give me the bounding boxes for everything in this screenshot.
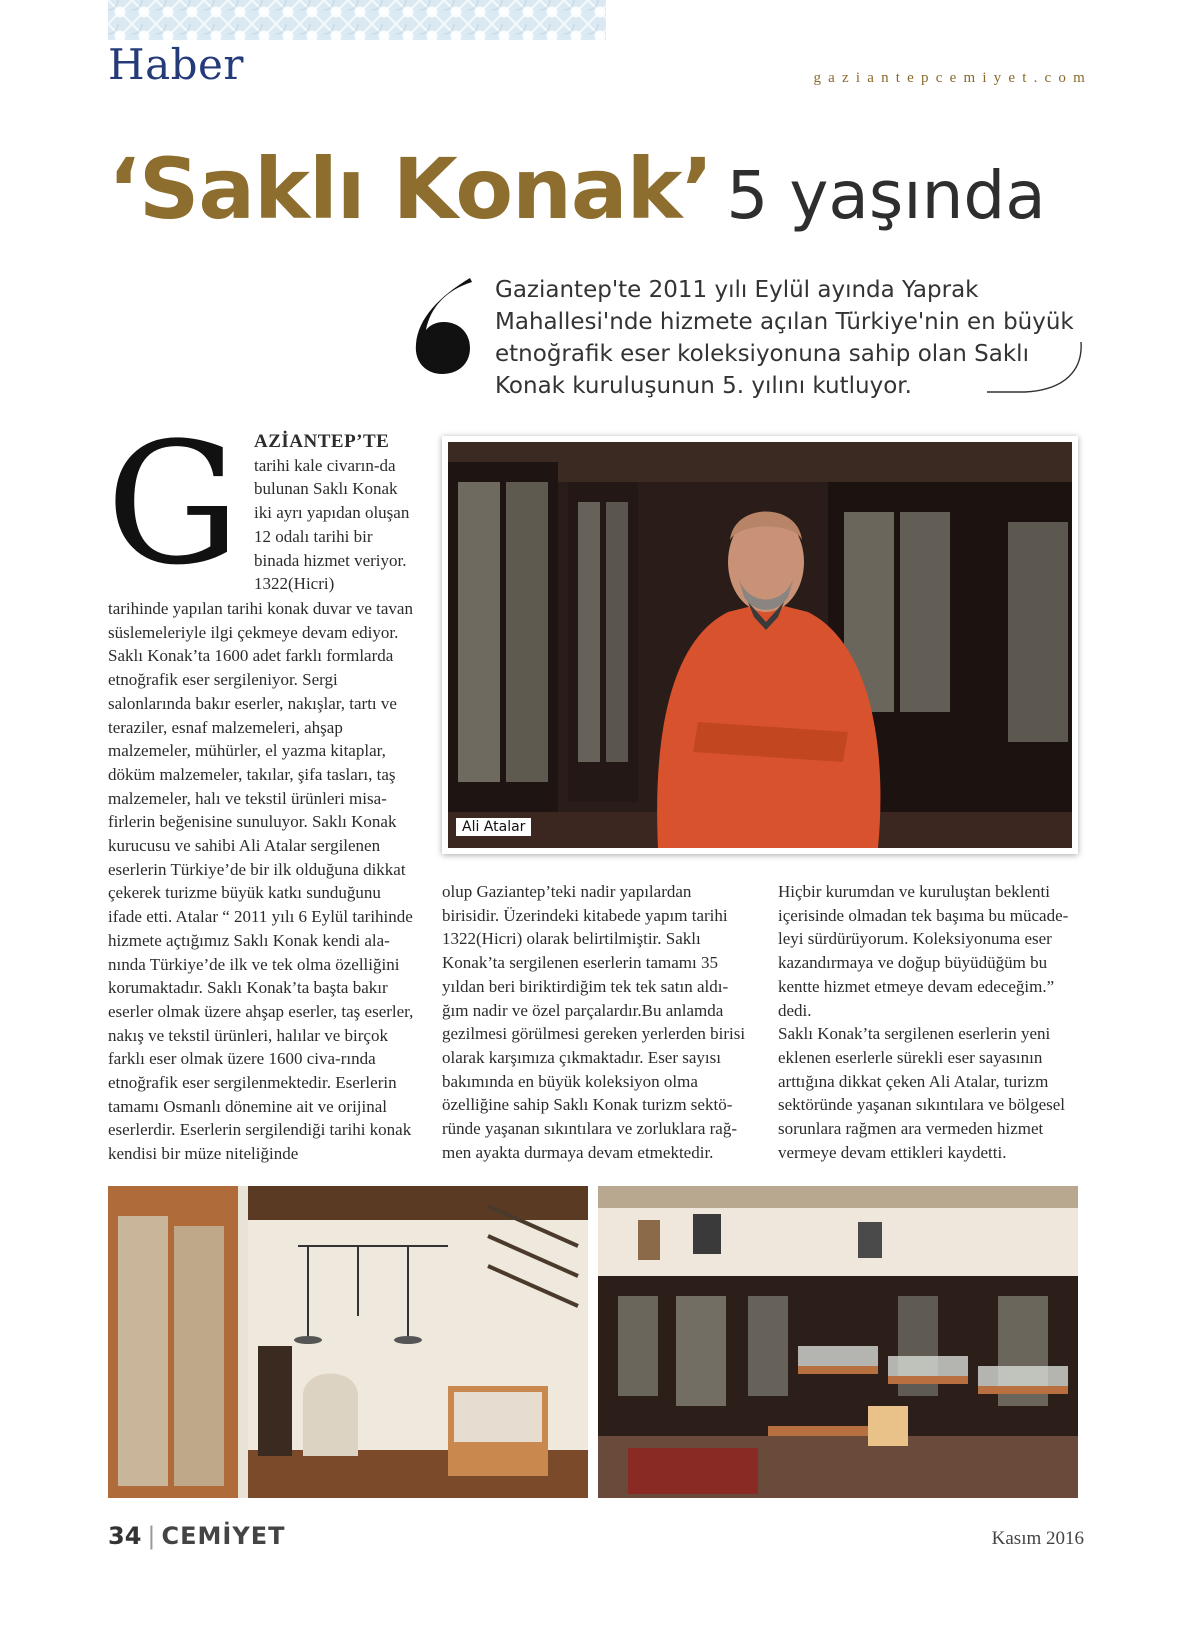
paragraph: tarihinde yapılan tarihi konak duvar ve tavan süslemeleriyle ilgi çekmeye devam ediyor. Saklı Konak’ta 1600 adet farklı formlarda etnoğrafik eser sergileniyor. Sergi salonlarında bakır eserler, nakışlar, tartı ve teraziler, esnaf malzemeleri, ahşap malzemeler, mühürler, el yazma kitaplar, döküm malzemeler, takılar, şifa tasları, taş malzemeler, halı ve tekstil ürünleri misa-firlerin beğenisine sunuluyor. Saklı Konak kurucusu ve sahibi Ali Atalar sergilenen eserlerin Türkiye’de bir ilk olduğuna dikkat çekerek turizme büyük katkı sunduğunu ifade etti. Atalar “ 2011 yılı 6 Eylül tarihinde hizmete açtığımız Saklı Konak kendi ala-nında Türkiye’de ilk ve tek olma özelliğini korumaktadır. Saklı Konak’ta başta bakır eserler olmak üzere ahşap eserler, taş eserler, nakış ve tekstil ürünleri, halılar ve birçok farklı eser olmak üzere 1600 civa-rında etnoğrafik eser sergilenmektedir. Eserlerin tamamı Osmanlı dönemine ait ve orijinal eserlerdir. Eserlerin sergilendiği tarihi konak kendisi bir müze niteliğinde — [108, 599, 414, 1164]
paragraph: tarihi kale civarın-da bulunan Saklı Konak iki ayrı yapıdan oluşan 12 odalı tarihi bir binada hizmet veriyor. 1322(Hicri) — [254, 455, 410, 594]
museum-room-photo-1 — [108, 1186, 588, 1498]
main-photo — [448, 442, 1072, 848]
quote-swash-icon — [985, 340, 1085, 396]
museum-scales-room-image — [108, 1186, 588, 1498]
page-number: 34 — [108, 1522, 142, 1550]
title-main: ‘Saklı Konak’ — [108, 140, 713, 238]
paragraph: olup Gaziantep’teki nadir yapılardan birisidir. Üzerindeki kitabede yapım tarihi 1322(Hicri) olarak belirtilmiştir. Saklı Konak’ta sergilenen eserlerin tamamı 35 yıldan beri biriktirdiğim tek tek satın aldı-ğım nadir ve özel parçalardır.Bu anlamda gezilmesi görülmesi gereken yerlerden birisi olarak karşımıza çıkmaktadır. Eser sayısı bakımında en büyük koleksiyon olma özelliğine sahip Saklı Konak turizm sektö-ründe yaşanan sıkıntılara ve zorluklara rağ-men ayakta durmaya devam etmektedir. — [442, 882, 746, 1162]
lead-word: AZİANTEP’TE — [254, 431, 390, 452]
body-column-1 — [108, 597, 416, 1166]
header-pattern — [108, 0, 606, 40]
paragraph: Saklı Konak’ta sergilenen eserlerin yeni eklenen eserlerle sürekli eser sayasının arttığına dikkat çeken Ali Atalar, turizm sektöründe yaşanan sıkıntılara ve bölgesel sorunlara rağmen ara vermeden hizmet vermeye devam ettikleri kaydetti. — [778, 1024, 1066, 1162]
title-sub: 5 yaşında — [726, 157, 1046, 234]
footer-page-info — [108, 1522, 285, 1550]
body-column-3 — [778, 880, 1088, 1164]
quote-mark-icon — [410, 276, 474, 376]
body-column-2 — [442, 880, 752, 1164]
magazine-name: CEMİYET — [161, 1522, 286, 1550]
photo-credit: Ali Atalar — [456, 818, 531, 836]
paragraph: Hiçbir kurumdan ve kuruluştan beklenti içerisinde olmadan tek başıma bu mücade-leyi sürdürüyorum. Koleksiyonuma eser kazandırmaya ve doğup büyüdüğüm bu kentte hizmet etmeye devam edeceğim.” dedi. — [778, 882, 1069, 1020]
drop-cap: G — [106, 406, 241, 602]
article-title — [108, 140, 1046, 238]
quote-text: Gaziantep'te 2011 yılı Eylül ayında Yaprak Mahallesi'nde hizmete açılan Türkiye'nin en büyük etnoğrafik eser koleksiyonuna sahip olan Saklı Konak kuruluşunun 5. yılını kutluyor. — [495, 277, 1074, 399]
museum-cabinet-room-image — [598, 1186, 1078, 1498]
issue-date: Kasım 2016 — [991, 1528, 1084, 1549]
section-label: Haber — [108, 40, 244, 89]
body-column-1-top — [254, 430, 414, 596]
portrait-photo-image — [448, 442, 1072, 848]
footer-separator: | — [147, 1522, 156, 1550]
museum-room-photo-2 — [598, 1186, 1078, 1498]
site-url[interactable]: gaziantepcemiyet.com — [813, 70, 1092, 86]
